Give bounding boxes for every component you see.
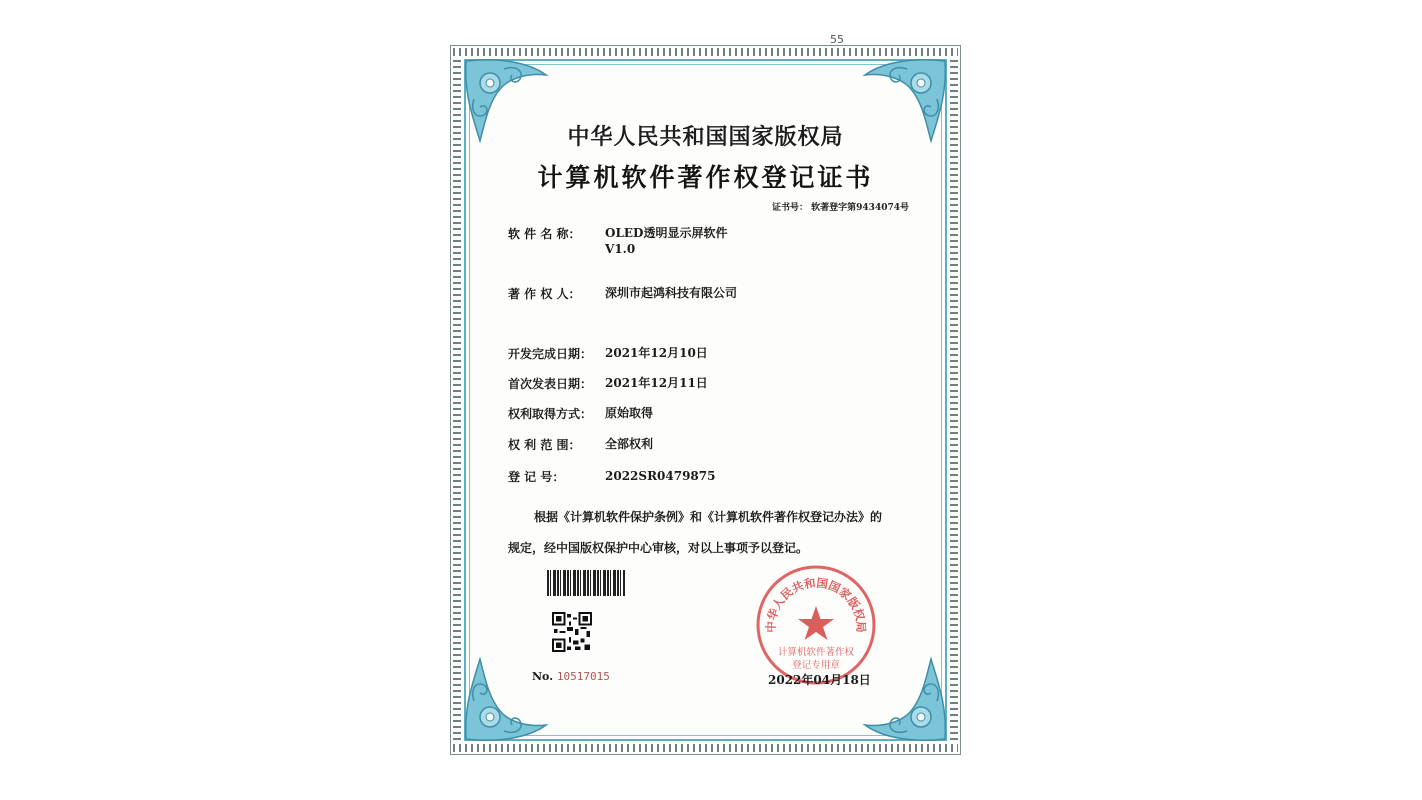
- field-completion-date: [508, 345, 708, 362]
- certificate-number: [772, 200, 909, 213]
- certificate-title: 计算机软件著作权登记证书: [537, 163, 874, 192]
- seal-text-line-1: 计算机软件著作权: [777, 647, 855, 658]
- certificate-number-label: 证书号：: [772, 203, 809, 213]
- field-value: 全部权利: [605, 437, 654, 451]
- seal-text-line-2: 登记专用章: [792, 660, 840, 671]
- field-value: 原始取得: [605, 406, 654, 420]
- legal-statement: [508, 502, 928, 564]
- certificate: [450, 33, 961, 755]
- field-label: 软 件 名 称：: [508, 227, 581, 241]
- corner-ornament-bottom-left: [460, 653, 552, 745]
- field-label: 权 利 范 围：: [508, 438, 581, 452]
- serial-label: No.: [532, 670, 554, 683]
- field-value: 2021年12月11日: [605, 376, 708, 390]
- statement-line-1: 根据《计算机软件保护条例》和《计算机软件著作权登记办法》的: [534, 510, 883, 524]
- serial-value: 10517015: [556, 670, 610, 683]
- field-label: 开发完成日期：: [508, 347, 593, 361]
- field-label: 著 作 权 人：: [508, 287, 581, 301]
- field-value: 2022SR0479875: [605, 469, 716, 483]
- field-label: 首次发表日期：: [508, 377, 593, 391]
- field-rights-scope: [508, 436, 653, 453]
- issuer-heading: 中华人民共和国国家版权局: [567, 124, 844, 150]
- barcode: [547, 570, 625, 596]
- serial-number: [532, 670, 610, 683]
- field-acquisition-method: [508, 405, 653, 422]
- field-registration-number: [508, 468, 715, 485]
- issue-date: 2022年04月18日: [768, 673, 871, 687]
- field-value: 深圳市起鸿科技有限公司: [605, 286, 738, 300]
- field-label: 权利取得方式：: [508, 407, 593, 421]
- seal-arc-text: 中华人民共和国国家版权局: [763, 575, 869, 633]
- field-value: 2021年12月10日: [605, 346, 708, 360]
- field-copyright-owner: [508, 285, 737, 302]
- field-software-name: [508, 225, 727, 257]
- qr-code: [552, 612, 592, 652]
- statement-line-2: 规定，经中国版权保护中心审核，对以上事项予以登记。: [508, 541, 809, 555]
- field-label: 登 记 号：: [508, 470, 565, 484]
- field-value: OLED透明显示屏软件 V1.0: [605, 226, 728, 256]
- official-seal: [753, 562, 879, 688]
- certificate-number-value: 软著登字第9434074号: [811, 203, 909, 213]
- pencil-mark: 55: [830, 33, 844, 46]
- field-publication-date: [508, 375, 708, 392]
